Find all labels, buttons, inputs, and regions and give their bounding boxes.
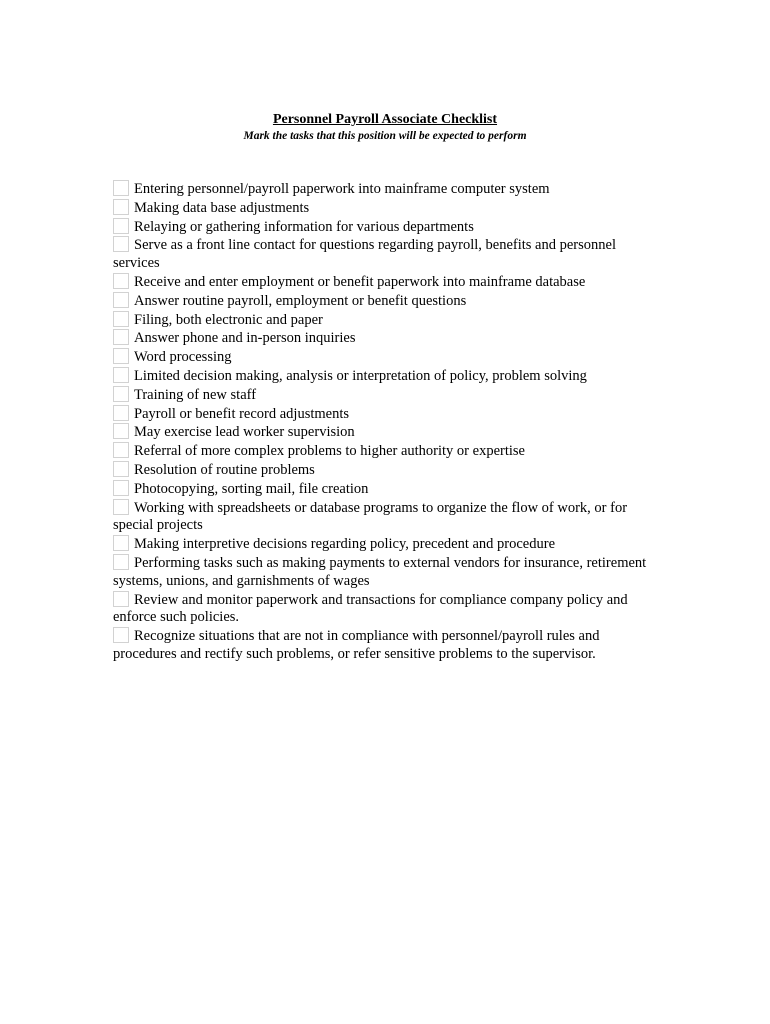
task-label: Filing, both electronic and paper	[134, 311, 323, 328]
task-checkbox[interactable]	[113, 591, 129, 607]
task-checkbox[interactable]	[113, 461, 129, 477]
checklist-item	[113, 348, 658, 367]
checklist-item	[113, 367, 658, 386]
checklist-item	[113, 311, 658, 330]
task-checkbox[interactable]	[113, 367, 129, 383]
task-label: Making data base adjustments	[134, 199, 310, 216]
task-checkbox[interactable]	[113, 292, 129, 308]
task-label: Recognize situations that are not in compliance with personnel/payroll rules and procedures and rectify such problems, or refer sensitive problems to the supervisor.	[113, 628, 600, 662]
checklist-item	[113, 386, 658, 405]
task-label: Limited decision making, analysis or interpretation of policy, problem solving	[134, 367, 587, 384]
checklist-item	[113, 218, 658, 237]
task-label: Receive and enter employment or benefit paperwork into mainframe database	[134, 273, 586, 290]
task-checkbox[interactable]	[113, 480, 129, 496]
task-checkbox[interactable]	[113, 386, 129, 402]
task-label: Training of new staff	[134, 386, 257, 403]
task-label: Relaying or gathering information for various departments	[134, 218, 474, 235]
checklist-item	[113, 423, 658, 442]
checklist-item	[113, 180, 658, 199]
task-checkbox[interactable]	[113, 348, 129, 364]
task-label: Resolution of routine problems	[134, 461, 315, 478]
checklist-item	[113, 236, 658, 273]
task-label: Photocopying, sorting mail, file creation	[134, 480, 369, 497]
task-label: Answer phone and in-person inquiries	[134, 330, 356, 347]
task-checkbox[interactable]	[113, 180, 129, 196]
checklist-item	[113, 405, 658, 424]
task-label: Referral of more complex problems to higher authority or expertise	[134, 443, 525, 460]
checklist-item	[113, 461, 658, 480]
checklist-item	[113, 199, 658, 218]
task-label: Performing tasks such as making payments to external vendors for insurance, retirement systems, unions, and garnishments of wages	[113, 554, 647, 589]
task-checkbox[interactable]	[113, 442, 129, 458]
checklist-item	[113, 627, 658, 664]
task-checkbox[interactable]	[113, 199, 129, 215]
checklist-item	[113, 292, 658, 311]
checklist-item	[113, 273, 658, 292]
task-checklist	[113, 180, 658, 664]
task-label: Entering personnel/payroll paperwork into mainframe computer system	[134, 181, 550, 197]
checklist-item	[113, 480, 658, 499]
task-checkbox[interactable]	[113, 423, 129, 439]
task-label: Word processing	[134, 349, 232, 366]
checklist-item	[113, 442, 658, 461]
task-checkbox[interactable]	[113, 535, 129, 551]
task-checkbox[interactable]	[113, 405, 129, 421]
checklist-item	[113, 554, 658, 591]
task-checkbox[interactable]	[113, 218, 129, 234]
task-checkbox[interactable]	[113, 329, 129, 345]
task-label: May exercise lead worker supervision	[134, 424, 355, 441]
checklist-item	[113, 499, 658, 536]
task-label: Review and monitor paperwork and transactions for compliance company policy and enforce such policies.	[113, 591, 628, 626]
task-label: Payroll or benefit record adjustments	[134, 405, 350, 422]
task-label: Answer routine payroll, employment or benefit questions	[134, 292, 467, 309]
task-checkbox[interactable]	[113, 499, 129, 515]
task-checkbox[interactable]	[113, 311, 129, 327]
task-label: Working with spreadsheets or database programs to organize the flow of work, or for special projects	[113, 499, 628, 534]
page-title: Personnel Payroll Associate Checklist	[272, 112, 498, 127]
task-checkbox[interactable]	[113, 273, 129, 289]
page-subtitle: Mark the tasks that this position will be expected to perform	[243, 130, 527, 142]
checklist-item	[113, 535, 658, 554]
task-checkbox[interactable]	[113, 236, 129, 252]
task-label: Serve as a front line contact for questions regarding payroll, benefits and personnel services	[113, 237, 616, 272]
checklist-item	[113, 329, 658, 348]
task-checkbox[interactable]	[113, 554, 129, 570]
checklist-item	[113, 591, 658, 628]
task-label: Making interpretive decisions regarding policy, precedent and procedure	[134, 536, 556, 553]
task-checkbox[interactable]	[113, 627, 129, 643]
